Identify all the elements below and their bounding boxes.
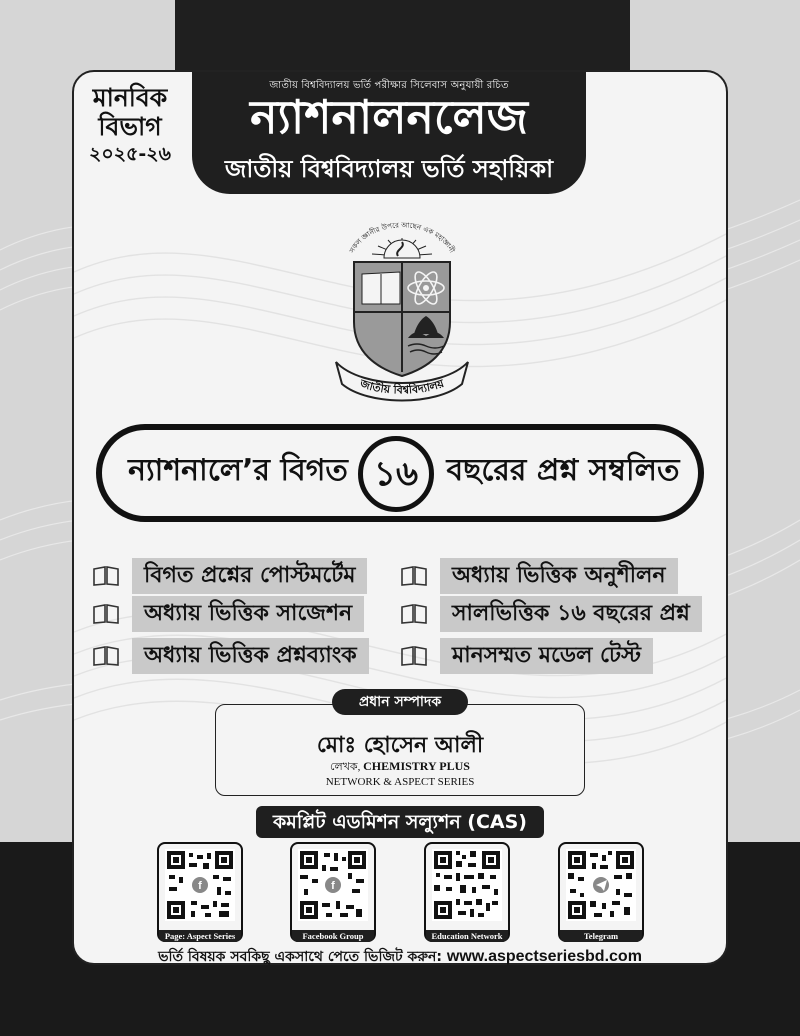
department-line-1: মানবিক: [92, 83, 168, 112]
top-dark-band: [175, 0, 630, 70]
qr-label: Page: Aspect Series: [159, 930, 241, 942]
feature-item: [92, 638, 369, 674]
session-year: ২০২৫-২৬: [89, 142, 171, 165]
qr-label: Telegram: [560, 930, 642, 942]
feature-label: অধ্যায় ভিত্তিক সাজেশন: [132, 596, 364, 632]
qr-label: Education Network: [426, 930, 508, 942]
feature-item: [400, 596, 702, 632]
open-book-icon: [400, 645, 428, 667]
feature-label: অধ্যায় ভিত্তিক প্রশ্নব্যাংক: [132, 638, 369, 674]
qr-label: Facebook Group: [292, 930, 374, 942]
banner-text-left: ন্যাশনালে’র বিগত: [128, 453, 348, 488]
open-book-icon: [400, 565, 428, 587]
website-link[interactable]: www.aspectseriesbd.com: [446, 948, 642, 965]
feature-item: [400, 638, 653, 674]
open-book-icon: [92, 645, 120, 667]
editor-role: [215, 758, 585, 777]
feature-item: [92, 558, 367, 594]
feature-label: মানসম্মত মডেল টেস্ট: [440, 638, 653, 674]
qr-code-card[interactable]: [558, 842, 644, 942]
open-book-icon: [400, 603, 428, 625]
feature-label: অধ্যায় ভিত্তিক অনুশীলন: [440, 558, 678, 594]
emblem-motto: সকল জ্ঞানীর উপরে আছেন এক মহাজ্ঞানী: [348, 221, 456, 255]
cas-label: কমপ্লিট এডমিশন সল্যুশন (CAS): [256, 806, 544, 838]
editor-role-prefix: লেখক,: [330, 761, 361, 773]
editor-book-title: CHEMISTRY PLUS: [363, 759, 470, 773]
brand-subtitle: জাতীয় বিশ্ববিদ্যালয় ভর্তি সহায়িকা: [224, 155, 554, 183]
feature-label: বিগত প্রশ্নের পোস্টমর্টেম: [132, 558, 367, 594]
department-label: [80, 84, 180, 165]
emblem-ribbon-text: জাতীয় বিশ্ববিদ্যালয়: [358, 376, 446, 397]
qr-code-card[interactable]: [290, 842, 376, 942]
qr-code-card[interactable]: [157, 842, 243, 942]
feature-item: [92, 596, 364, 632]
qr-code[interactable]: [165, 849, 235, 921]
visit-text: ভর্তি বিষয়ক সবকিছু একসাথে পেতে ভিজিট করুন:: [158, 949, 442, 965]
editor-series: NETWORK & ASPECT SERIES: [325, 776, 475, 788]
qr-code[interactable]: [432, 849, 502, 921]
open-book-icon: [92, 603, 120, 625]
department-line-2: বিভাগ: [98, 111, 162, 141]
banner-years-number: ১৬: [358, 436, 434, 512]
syllabus-note: জাতীয় বিশ্ববিদ্যালয় ভর্তি পরীক্ষার সিলেবাস অনুযায়ী রচিত: [269, 80, 509, 91]
university-emblem: [332, 212, 472, 404]
banner-text-right: বছরের প্রশ্ন সম্বলিত: [446, 453, 680, 488]
facebook-icon: f: [198, 880, 202, 892]
facebook-icon: f: [331, 880, 335, 892]
qr-code[interactable]: [566, 849, 636, 921]
editor-tag: প্রধান সম্পাদক: [332, 689, 468, 715]
editor-name: মোঃ হোসেন আলী: [316, 733, 484, 758]
feature-item: [400, 558, 678, 594]
qr-code[interactable]: [298, 849, 368, 921]
brand-title: ন্যাশনালনলেজ: [250, 90, 528, 144]
qr-code-card[interactable]: [424, 842, 510, 942]
open-book-icon: [92, 565, 120, 587]
visit-line: [72, 945, 728, 969]
feature-label: সালভিত্তিক ১৬ বছরের প্রশ্ন: [440, 596, 702, 632]
